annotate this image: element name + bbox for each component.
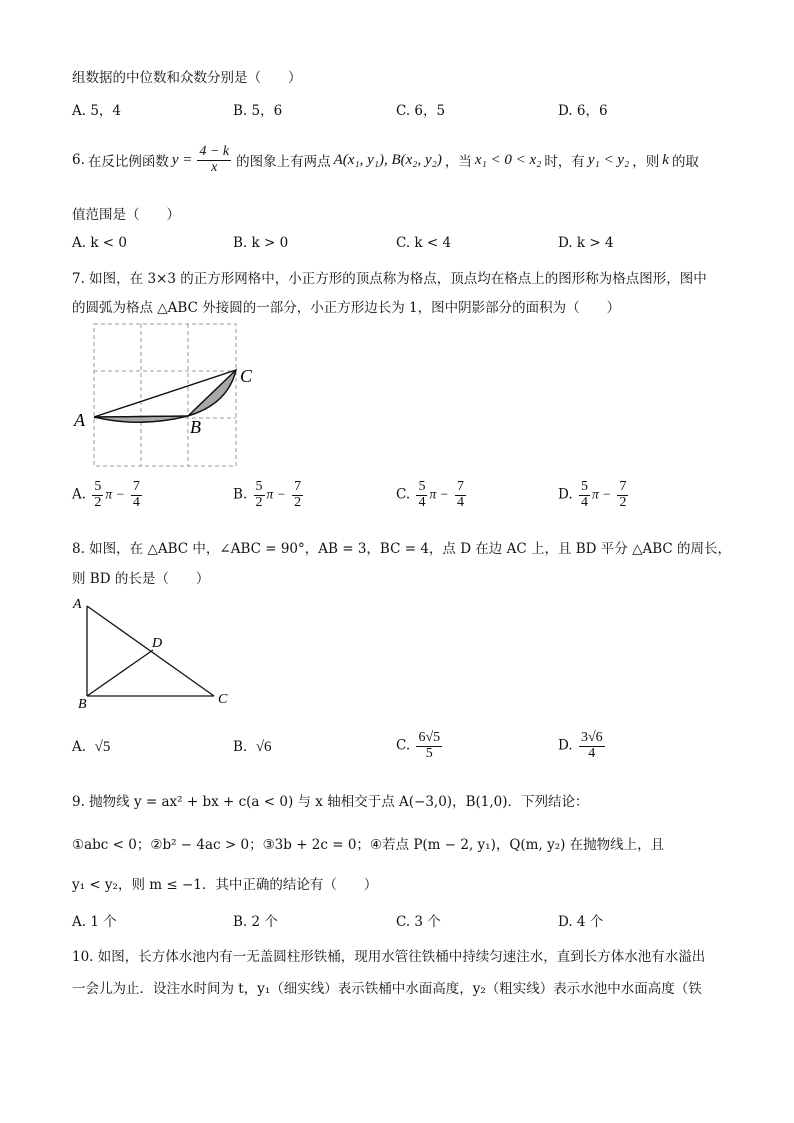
q6-stem-line2: 值范围是（ ） bbox=[72, 207, 180, 223]
q8-label-a: A bbox=[73, 597, 82, 612]
q7-segment-ab bbox=[94, 416, 188, 417]
q5-option-c[interactable]: C. 6，5 bbox=[396, 103, 446, 119]
q7-label-c: C bbox=[240, 366, 253, 386]
q6-text-f: 的取 bbox=[671, 154, 699, 171]
q6-text-d: 时，有 bbox=[544, 154, 585, 171]
q7-option-d[interactable]: D. $\frac{5}{4}$ π − $\frac{7}{2}$ bbox=[558, 479, 627, 510]
q8-stem-line1: 8. 如图，在 △ABC 中，∠ABC = 90°，AB = 3，BC = 4，点 D 在边 AC 上，且 BD 平分 △ABC 的周长， bbox=[72, 541, 732, 557]
q6-text-c: ，当 bbox=[444, 154, 472, 171]
q7-option-b[interactable]: B. $\frac{5}{2}$ π − $\frac{7}{2}$ bbox=[233, 479, 302, 510]
q6-option-b[interactable]: B. k > 0 bbox=[233, 235, 289, 251]
q8-option-d[interactable]: D. $\frac{3√6}{4}$ bbox=[558, 730, 603, 761]
q9-option-c[interactable]: C. 3 个 bbox=[396, 914, 441, 930]
q8-label-b: B bbox=[78, 697, 87, 712]
q6-text-b: 的图象上有两点 bbox=[236, 154, 331, 171]
q10-stem-line1: 10. 如图，长方体水池内有一无盖圆柱形铁桶，现用水管往铁桶中持续匀速注水，直到长方体水池有水溢出 bbox=[72, 949, 706, 965]
q8-option-a[interactable]: A. √5 bbox=[72, 739, 111, 755]
q6-option-c[interactable]: C. k < 4 bbox=[396, 235, 452, 251]
q7-segment-bc bbox=[188, 370, 236, 416]
q9-stem-line1: 9. 抛物线 y = ax² + bx + c(a < 0) 与 x 轴相交于点 A(−3,0)，B(1,0)．下列结论： bbox=[72, 794, 589, 810]
q8-option-c[interactable]: C. $\frac{6√5}{5}$ bbox=[396, 730, 441, 761]
q7-label-b: B bbox=[190, 417, 201, 437]
q7-stem-line2: 的圆弧为格点 △ABC 外接圆的一部分，小正方形边长为 1，图中阴影部分的面积为（ ） bbox=[72, 300, 621, 316]
q9-option-a[interactable]: A. 1 个 bbox=[72, 914, 117, 930]
q6-option-d[interactable]: D. k > 4 bbox=[558, 235, 614, 251]
q7-stem-line1: 7. 如图，在 3×3 的正方形网格中，小正方形的顶点称为格点，顶点均在格点上的图形称为格点图形，图中 bbox=[72, 271, 707, 287]
q5-stem-tail: 组数据的中位数和众数分别是（ ） bbox=[72, 70, 302, 86]
q8-label-d: D bbox=[152, 636, 163, 651]
q6-number: 6. bbox=[72, 152, 85, 169]
q8-stem-line2: 则 BD 的长是（ ） bbox=[72, 571, 210, 587]
q6-k: k bbox=[662, 151, 669, 168]
q6-points: A(x₁, y₁), B(x₂, y₂) bbox=[333, 151, 442, 168]
q6-func-fraction: $\frac{4 - k}{x}$ bbox=[199, 144, 230, 175]
q5-option-b[interactable]: B. 5，6 bbox=[233, 103, 283, 119]
q9-stem-line2: ①abc < 0；②b² − 4ac > 0；③3b + 2c = 0；④若点 P(m − 2, y₁)，Q(m, y₂) 在抛物线上，且 bbox=[72, 837, 665, 853]
q8-triangle-figure bbox=[70, 592, 240, 717]
q7-option-a[interactable]: A. $\frac{5}{2}$ π − $\frac{7}{4}$ bbox=[72, 479, 140, 510]
q6-text-a: 在反比例函数 bbox=[87, 154, 169, 171]
q5-option-a[interactable]: A. 5，4 bbox=[72, 103, 122, 119]
q7-label-a: A bbox=[74, 410, 85, 430]
q7-grid-figure bbox=[70, 320, 270, 470]
q5-option-d[interactable]: D. 6，6 bbox=[558, 103, 608, 119]
q10-stem-line2: 一会儿为止．设注水时间为 t，y₁（细实线）表示铁桶中水面高度，y₂（粗实线）表示水池中水面高度（铁 bbox=[72, 981, 702, 997]
q6-text-e: ，则 bbox=[632, 154, 660, 171]
q6-stem bbox=[72, 145, 699, 175]
q6-option-a[interactable]: A. k < 0 bbox=[72, 235, 127, 251]
q7-option-c[interactable]: C. $\frac{5}{4}$ π − $\frac{7}{4}$ bbox=[396, 479, 464, 510]
q6-func-lhs: y = bbox=[171, 151, 193, 168]
q6-cond1: x₁ < 0 < x₂ bbox=[474, 151, 542, 168]
q8-segment-bd bbox=[87, 650, 153, 696]
q9-option-d[interactable]: D. 4 个 bbox=[558, 914, 604, 930]
q8-label-c: C bbox=[218, 692, 228, 707]
q9-option-b[interactable]: B. 2 个 bbox=[233, 914, 278, 930]
q7-shaded-region bbox=[94, 370, 236, 422]
q9-stem-line3: y₁ < y₂，则 m ≤ −1．其中正确的结论有（ ） bbox=[72, 877, 378, 893]
q6-cond2: y₁ < y₂ bbox=[587, 151, 630, 168]
q8-option-b[interactable]: B. √6 bbox=[233, 739, 272, 755]
